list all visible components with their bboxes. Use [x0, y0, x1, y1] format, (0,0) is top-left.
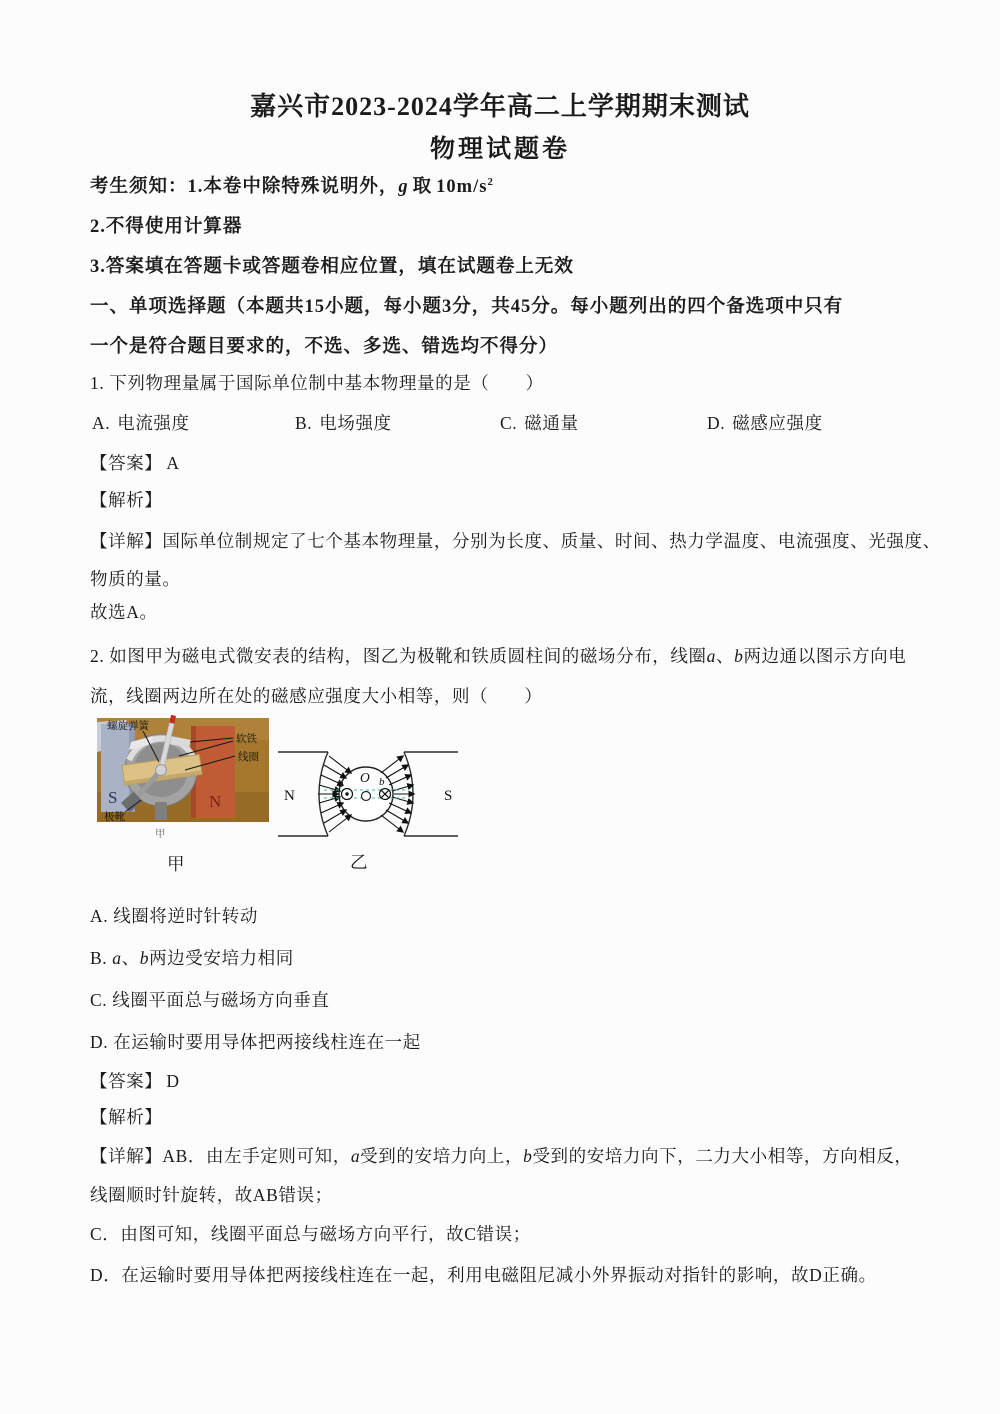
q2-option-a: A. 线圈将逆时针转动	[90, 906, 258, 926]
label-pole-shoe: 极靴	[104, 812, 125, 823]
notice-line-3: 3.答案填在答题卡或答题卷相应位置，填在试题卷上无效	[90, 257, 574, 277]
axis-circle	[362, 792, 371, 801]
q2-option-b-label: B.	[90, 948, 113, 968]
q2-option-b-var-b: b	[139, 948, 150, 968]
q1-analysis-label: 【解析】	[90, 490, 163, 510]
q2-detail-var-b: b	[523, 1146, 533, 1166]
label-n-pole: N	[209, 792, 222, 811]
label-a: a	[338, 778, 344, 790]
caption-jia: 甲	[167, 854, 185, 874]
notice-line-2: 2.不得使用计算器	[90, 217, 243, 237]
q2-detail-line-2: 线圈顺时针旋转，故AB错误；	[90, 1185, 333, 1205]
q2-option-c: C. 线圈平面总与磁场方向垂直	[90, 990, 330, 1010]
q1-option-b	[295, 410, 392, 435]
q2-detail-line-1	[90, 1143, 913, 1168]
q1-option-a-label: A.	[92, 413, 111, 433]
q2-analysis-label: 【解析】	[90, 1107, 163, 1127]
label-s-right: S	[444, 788, 453, 804]
label-b: b	[379, 776, 385, 788]
section-heading-line-1: 一、单项选择题（本题共15小题，每小题3分，共45分。每小题列出的四个备选项中只有	[90, 297, 844, 317]
q2-stem-pre: 2. 如图甲为磁电式微安表的结构，图乙为极靴和铁质圆柱间的磁场分布，线圈	[90, 646, 707, 666]
q2-detail-post: 受到的安培力向下，二力大小相等，方向相反，	[532, 1146, 913, 1166]
q2-detail-mid: 受到的安培力向上，	[360, 1146, 524, 1166]
label-n-left: N	[284, 788, 295, 804]
q2-detail-line-4: D．在运输时要用导体把两接线柱连在一起，利用电磁阻尼减小外界振动对指针的影响，故D正确。	[90, 1265, 877, 1285]
q1-option-a	[92, 410, 190, 435]
q1-options	[0, 410, 1000, 434]
label-spring: 螺旋弹簧	[107, 721, 149, 732]
q1-option-c-text: 磁通量	[524, 413, 579, 433]
caption-yi: 乙	[350, 852, 368, 872]
notice-g-symbol: g	[398, 177, 409, 197]
q2-option-d: D. 在运输时要用导体把两接线柱连在一起	[90, 1032, 421, 1052]
q2-option-b-text: 两边受安培力相同	[149, 948, 294, 968]
photo-inner-caption: 甲	[155, 829, 166, 840]
q1-answer	[90, 450, 180, 475]
q2-detail-pre: 【详解】AB．由左手定则可知，	[90, 1146, 351, 1166]
q2-option-b	[90, 945, 294, 970]
q2-option-b-sep: 、	[121, 948, 140, 968]
q1-option-d-label: D.	[707, 413, 726, 433]
label-soft-iron: 软铁	[236, 734, 257, 745]
q1-answer-value: A	[166, 453, 180, 473]
q1-answer-label: 【答案】	[90, 453, 163, 473]
exam-subtitle: 物理试题卷	[429, 136, 570, 163]
q1-option-c-label: C.	[500, 413, 518, 433]
notice-unit: 10m/s	[436, 177, 488, 197]
notice-unit-sup: 2	[487, 175, 494, 188]
q2-stem-line-2: 流，线圈两边所在处的磁感应强度大小相等，则（ ）	[90, 686, 543, 706]
q1-detail-line-1: 【详解】国际单位制规定了七个基本物理量，分别为长度、质量、时间、热力学温度、电流强度、光强度、	[90, 531, 941, 551]
q1-option-b-label: B.	[295, 413, 313, 433]
exam-title: 嘉兴市2023-2024学年高二上学期期末测试	[250, 92, 750, 121]
q2-var-a: a	[706, 646, 716, 666]
q1-detail-line-2: 物质的量。	[90, 569, 181, 589]
q2-detail-var-a: a	[350, 1146, 361, 1166]
q2-stem-line-1	[90, 643, 906, 668]
q1-option-c	[500, 410, 579, 435]
figure-jia-photo	[93, 708, 275, 848]
q2-option-b-var-a: a	[112, 948, 122, 968]
q1-stem: 1. 下列物理量属于国际单位制中基本物理量的是（ ）	[90, 373, 544, 393]
q2-stem-sep: 、	[715, 646, 735, 666]
q2-answer-label: 【答案】	[90, 1071, 163, 1091]
notice-1-pre: 考生须知：1.本卷中除特殊说明外，	[90, 177, 399, 197]
q1-detail-line-3: 故选A。	[90, 602, 158, 622]
q1-option-d-text: 磁感应强度	[732, 413, 823, 433]
q1-option-d	[707, 410, 823, 435]
q2-stem-post: 两边通以图示方向电	[743, 646, 907, 666]
label-coil: 线圈	[238, 752, 259, 763]
q2-detail-line-3: C．由图可知，线圈平面总与磁场方向平行，故C错误；	[90, 1224, 531, 1244]
q2-answer-value: D	[166, 1071, 180, 1091]
notice-1-mid: 取	[412, 177, 433, 197]
notice-line-1	[90, 172, 494, 198]
q1-option-b-text: 电场强度	[319, 413, 392, 433]
section-heading-line-2: 一个是符合题目要求的，不选、多选、错选均不得分）	[90, 337, 559, 357]
label-o: O	[360, 770, 370, 785]
q2-answer	[90, 1068, 180, 1093]
q1-option-a-text: 电流强度	[117, 413, 190, 433]
q2-var-b: b	[734, 646, 744, 666]
label-s-pole: S	[108, 788, 118, 807]
figure-yi-diagram	[276, 744, 462, 844]
